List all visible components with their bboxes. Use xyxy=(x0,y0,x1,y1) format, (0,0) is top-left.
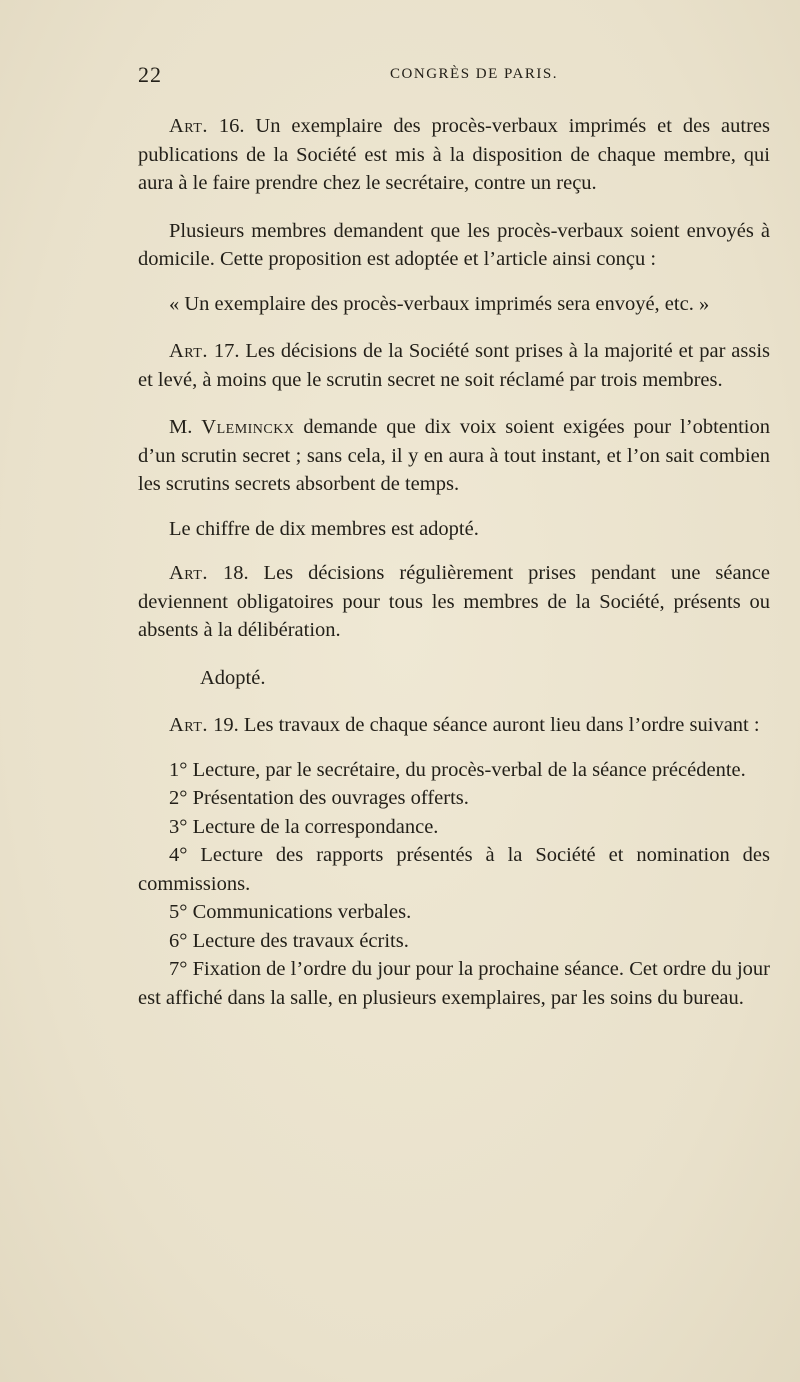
list-item: 3° Lecture de la correspondance. xyxy=(169,815,439,838)
article-text: Les travaux de chaque séance auront lieu dans l’ordre suivant : xyxy=(243,714,760,736)
article-17 xyxy=(138,337,770,394)
list-item: 2° Présentation des ouvrages offerts. xyxy=(169,787,469,809)
speaker-prefix: M. xyxy=(169,416,193,438)
article-18 xyxy=(138,559,770,645)
quoted-article: « Un exemplaire des procès-verbaux imprimés sera envoyé, etc. » xyxy=(169,292,710,315)
article-text: Les décisions régulièrement prises pendant une séance deviennent obligatoires pour tous les membres de la Société, présents ou absents à la délibération. xyxy=(138,562,771,641)
article-number: 19. xyxy=(213,714,239,736)
speaker-text: demande que dix voix soient exigées pour l’obtention d’un scrutin secret ; sans cela, il y en aura à tout instant, et l’on sait combien les scrutins secrets absorbent de temps. xyxy=(138,416,770,495)
article-label: Art. xyxy=(169,562,208,584)
paragraph-vleminckx xyxy=(138,413,770,499)
article-19 xyxy=(138,711,770,740)
article-number: 16. xyxy=(218,115,245,137)
article-text: Un exemplaire des procès-verbaux imprimés et des autres publications de la Société est mis à la disposition de chaque membre, qui aura à le faire prendre chez le secrétaire, contre un reçu. xyxy=(138,115,771,194)
list-item: 1° Lecture, par le secrétaire, du procès-verbal de la séance précédente. xyxy=(169,758,746,781)
article-16 xyxy=(138,112,770,198)
article-label: Art. xyxy=(169,115,208,137)
list-item: 4° Lecture des rapports présentés à la Société et nomination des commissions. xyxy=(138,844,770,895)
paragraph-chiffre: Le chiffre de dix membres est adopté. xyxy=(169,517,479,540)
running-head: CONGRÈS DE PARIS. xyxy=(390,66,558,82)
article-label: Art. xyxy=(169,714,208,736)
speaker-name: Vleminckx xyxy=(201,416,295,438)
article-number: 17. xyxy=(213,340,240,362)
article-number: 18. xyxy=(222,562,249,584)
paragraph-plusieurs-membres: Plusieurs membres demandent que les procès-verbaux soient envoyés à domicile. Cette proposition est adoptée et l’article ainsi conçu : xyxy=(138,219,770,270)
list-item: 5° Communications verbales. xyxy=(169,901,412,923)
article-text: Les décisions de la Société sont prises à la majorité et par assis et levé, à moins que le scrutin secret ne soit réclamé par trois membres. xyxy=(138,340,771,391)
page-number: 22 xyxy=(138,62,162,87)
body-text xyxy=(138,112,770,1012)
adopte-note: Adopté. xyxy=(200,666,266,689)
article-label: Art. xyxy=(169,340,208,362)
page-header xyxy=(138,62,770,94)
list-item: 6° Lecture des travaux écrits. xyxy=(169,929,409,952)
list-item: 7° Fixation de l’ordre du jour pour la prochaine séance. Cet ordre du jour est affiché dans la salle, en plusieurs exemplaires, par les soins du bureau. xyxy=(138,958,770,1009)
